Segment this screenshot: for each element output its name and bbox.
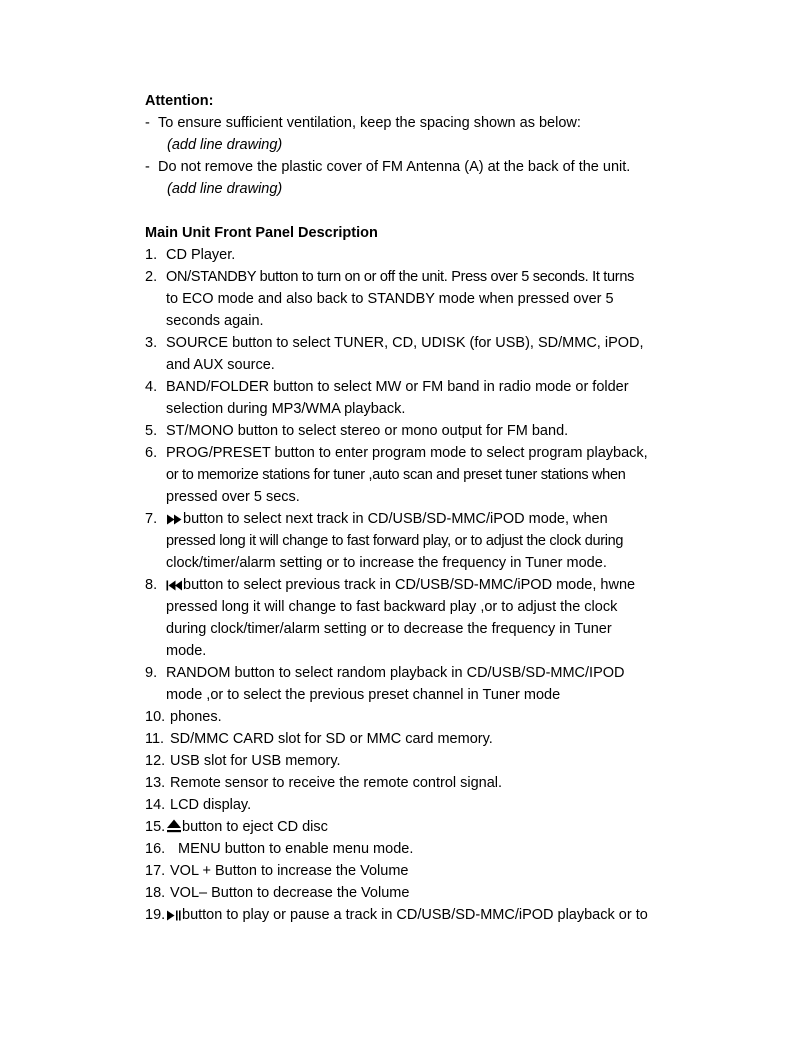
- list-item: 19. button to play or pause a track in CD/USB/SD-MMC/iPOD playback or to: [145, 907, 648, 923]
- attention-heading: Attention:: [145, 93, 214, 109]
- list-item: 9. RANDOM button to select random playback in CD/USB/SD-MMC/IPOD mode ,or to select the previous preset channel in Tuner mode: [145, 665, 625, 703]
- section-heading: Main Unit Front Panel Description: [145, 225, 378, 241]
- list-item: 10. phones.: [145, 709, 222, 725]
- placeholder-note: (add line drawing): [167, 181, 283, 197]
- list-item: 15. button to eject CD disc: [145, 819, 328, 835]
- list-item: 8. button to select previous track in CD/USB/SD-MMC/iPOD mode, hwne pressed long it will change to fast backward play ,or to adjust the clock during clock/timer/alarm setting or to decrease the frequency in Tuner mode.: [145, 577, 636, 659]
- list-item: 3. SOURCE button to select TUNER, CD, UDISK (for USB), SD/MMC, iPOD, and AUX source.: [145, 335, 644, 373]
- placeholder-note: (add line drawing): [167, 137, 283, 153]
- list-item: 18. VOL– Button to decrease the Volume: [145, 885, 410, 901]
- rewind-icon: [166, 580, 183, 591]
- attention-bullet-1: - To ensure sufficient ventilation, keep the spacing shown as below:: [145, 112, 685, 134]
- list-item: 13. Remote sensor to receive the remote control signal.: [145, 775, 503, 791]
- list-item: 6. PROG/PRESET button to enter program mode to select program playback, or to memorize stations for tuner ,auto scan and preset tuner stations when pressed over 5 secs.: [145, 445, 648, 505]
- list-item: 11. SD/MMC CARD slot for SD or MMC card memory.: [145, 731, 493, 747]
- fast-forward-icon: [166, 514, 183, 525]
- list-item: 16. MENU button to enable menu mode.: [145, 841, 414, 857]
- list-item: 2. ON/STANDBY button to turn on or off the unit. Press over 5 seconds. It turns to ECO mode and also back to STANDBY mode when pressed over 5 seconds again.: [145, 269, 635, 329]
- attention-bullet-text: Do not remove the plastic cover of FM Antenna (A) at the back of the unit.: [158, 159, 631, 175]
- list-item: 5. ST/MONO button to select stereo or mono output for FM band.: [145, 423, 569, 439]
- list-item: 14. LCD display.: [145, 797, 252, 813]
- list-item: 17. VOL + Button to increase the Volume: [145, 863, 409, 879]
- list-item: 12. USB slot for USB memory.: [145, 753, 341, 769]
- attention-bullet-2: - Do not remove the plastic cover of FM Antenna (A) at the back of the unit.: [145, 156, 685, 178]
- document-page: [145, 90, 685, 926]
- eject-icon: [166, 819, 182, 833]
- list-item: 4. BAND/FOLDER button to select MW or FM band in radio mode or folder selection during MP3/WMA playback.: [145, 379, 629, 417]
- list-item: 1. CD Player.: [145, 247, 236, 263]
- list-item: 7. button to select next track in CD/USB/SD-MMC/iPOD mode, when pressed long it will change to fast forward play, or to adjust the clock during clock/timer/alarm setting or to increase the frequency in Tuner mode.: [145, 511, 624, 571]
- play-pause-icon: [166, 910, 182, 921]
- attention-bullet-text: To ensure sufficient ventilation, keep the spacing shown as below:: [158, 115, 581, 131]
